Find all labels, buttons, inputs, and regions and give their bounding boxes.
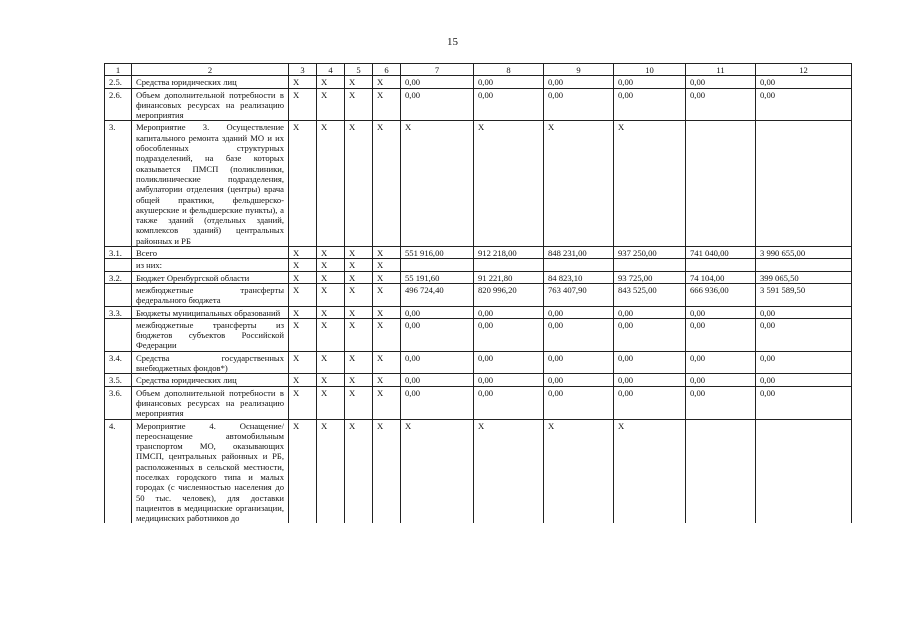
col11-value: 666 936,00 <box>686 283 756 306</box>
col11-value <box>686 259 756 271</box>
row-number: 3. <box>105 121 132 247</box>
col9-value: 0,00 <box>544 306 614 318</box>
col3-cell: X <box>289 76 317 88</box>
col7-value: 0,00 <box>401 374 474 386</box>
col8-value: 0,00 <box>474 351 544 374</box>
col8-value: 0,00 <box>474 386 544 419</box>
row-description: Средства государственных внебюджетных фондов*) <box>132 351 289 374</box>
col10-value: 0,00 <box>614 318 686 351</box>
row-description: межбюджетные трансферты из бюджетов субъектов Российской Федерации <box>132 318 289 351</box>
col6-cell: X <box>373 259 401 271</box>
col4-cell: X <box>317 271 345 283</box>
col5-cell: X <box>345 247 373 259</box>
col3-cell: X <box>289 318 317 351</box>
col3-cell: X <box>289 88 317 121</box>
row-description: Мероприятие 4. Оснащение/переоснащение автомобильным транспортом МО, оказывающих ПМСП, центральных районных и РБ, расположенных в сельской местности, поселках городского типа и малых городах (с численностью населения до 50 тыс. человек), для доставки пациентов в медицинские организации, медицинских работников до <box>132 419 289 523</box>
col12-value: 3 591 589,50 <box>756 283 852 306</box>
col7-value: 496 724,40 <box>401 283 474 306</box>
col10-value: 93 725,00 <box>614 271 686 283</box>
col10-value: 0,00 <box>614 76 686 88</box>
col6-cell: X <box>373 351 401 374</box>
row-description: Мероприятие 3. Осуществление капитального ремонта зданий МО и их обособленных структурных подразделений, на базе которых оказывается ПМСП (поликлиники, поликлинические подразделения, амбулатории отделения (центры) врача общей практики, фельдшерско-акушерские и фельдшерские пункты), а также зданий (отдельных зданий, комплексов зданий) центральных районных и РБ <box>132 121 289 247</box>
col4-cell: X <box>317 121 345 247</box>
col6-cell: X <box>373 386 401 419</box>
col3-cell: X <box>289 374 317 386</box>
col5-cell: X <box>345 259 373 271</box>
col5-cell: X <box>345 76 373 88</box>
col11-value <box>686 121 756 247</box>
col8-value: 0,00 <box>474 318 544 351</box>
col7-value: 0,00 <box>401 318 474 351</box>
col9-value: X <box>544 121 614 247</box>
col3-cell: X <box>289 121 317 247</box>
row-number: 4. <box>105 419 132 523</box>
header-row <box>105 64 852 76</box>
col5-cell: X <box>345 283 373 306</box>
col12-value: 0,00 <box>756 76 852 88</box>
col6-cell: X <box>373 419 401 523</box>
col8-value: 91 221,80 <box>474 271 544 283</box>
row-description: Объем дополнительной потребности в финансовых ресурсах на реализацию мероприятия <box>132 88 289 121</box>
col9-value: X <box>544 419 614 523</box>
page-number: 15 <box>447 36 458 48</box>
row-number: 2.5. <box>105 76 132 88</box>
col6-cell: X <box>373 121 401 247</box>
col6-cell: X <box>373 271 401 283</box>
col9-value: 0,00 <box>544 386 614 419</box>
col7-value: X <box>401 121 474 247</box>
row-description: Средства юридических лиц <box>132 76 289 88</box>
row-number: 3.3. <box>105 306 132 318</box>
col7-value: 0,00 <box>401 306 474 318</box>
col9-value: 0,00 <box>544 351 614 374</box>
col11-value: 0,00 <box>686 306 756 318</box>
col6-cell: X <box>373 374 401 386</box>
row-number: 2.6. <box>105 88 132 121</box>
col4-cell: X <box>317 88 345 121</box>
col9-value: 0,00 <box>544 374 614 386</box>
col10-value: X <box>614 419 686 523</box>
col9-value <box>544 259 614 271</box>
table-row <box>105 419 852 523</box>
header-cell: 1 <box>105 64 132 76</box>
col12-value: 0,00 <box>756 88 852 121</box>
col8-value: 0,00 <box>474 374 544 386</box>
col8-value: X <box>474 419 544 523</box>
col4-cell: X <box>317 351 345 374</box>
col6-cell: X <box>373 76 401 88</box>
row-number: 3.2. <box>105 271 132 283</box>
col10-value: 0,00 <box>614 351 686 374</box>
table-row <box>105 88 852 121</box>
col10-value <box>614 259 686 271</box>
header-cell: 6 <box>373 64 401 76</box>
col9-value: 84 823,10 <box>544 271 614 283</box>
col9-value: 848 231,00 <box>544 247 614 259</box>
header-cell: 9 <box>544 64 614 76</box>
col9-value: 0,00 <box>544 76 614 88</box>
row-number: 3.1. <box>105 247 132 259</box>
col7-value: 551 916,00 <box>401 247 474 259</box>
col10-value: 0,00 <box>614 88 686 121</box>
col10-value: 0,00 <box>614 374 686 386</box>
header-cell: 12 <box>756 64 852 76</box>
table-row <box>105 386 852 419</box>
row-description: Бюджет Оренбургской области <box>132 271 289 283</box>
col5-cell: X <box>345 306 373 318</box>
col9-value: 0,00 <box>544 88 614 121</box>
table-row <box>105 306 852 318</box>
col9-value: 0,00 <box>544 318 614 351</box>
row-number <box>105 259 132 271</box>
table-row <box>105 374 852 386</box>
col4-cell: X <box>317 419 345 523</box>
col12-value: 0,00 <box>756 374 852 386</box>
col11-value: 74 104,00 <box>686 271 756 283</box>
col10-value: 0,00 <box>614 386 686 419</box>
table-row <box>105 271 852 283</box>
col6-cell: X <box>373 247 401 259</box>
col10-value: 0,00 <box>614 306 686 318</box>
col12-value <box>756 121 852 247</box>
col5-cell: X <box>345 351 373 374</box>
row-description: Всего <box>132 247 289 259</box>
row-number: 3.5. <box>105 374 132 386</box>
table-row <box>105 318 852 351</box>
col5-cell: X <box>345 271 373 283</box>
header-cell: 8 <box>474 64 544 76</box>
table-row <box>105 247 852 259</box>
col4-cell: X <box>317 318 345 351</box>
col8-value: 0,00 <box>474 76 544 88</box>
col7-value: 0,00 <box>401 386 474 419</box>
row-number: 3.6. <box>105 386 132 419</box>
header-cell: 5 <box>345 64 373 76</box>
col3-cell: X <box>289 259 317 271</box>
col6-cell: X <box>373 88 401 121</box>
col12-value: 399 065,50 <box>756 271 852 283</box>
col4-cell: X <box>317 247 345 259</box>
col4-cell: X <box>317 386 345 419</box>
col11-value: 0,00 <box>686 386 756 419</box>
col8-value: 820 996,20 <box>474 283 544 306</box>
row-description: межбюджетные трансферты федерального бюджета <box>132 283 289 306</box>
col4-cell: X <box>317 259 345 271</box>
col12-value: 0,00 <box>756 306 852 318</box>
table-row <box>105 351 852 374</box>
table-row <box>105 76 852 88</box>
col7-value: 0,00 <box>401 88 474 121</box>
col6-cell: X <box>373 306 401 318</box>
col3-cell: X <box>289 386 317 419</box>
row-number <box>105 283 132 306</box>
col11-value: 0,00 <box>686 351 756 374</box>
table-row <box>105 283 852 306</box>
col8-value: 912 218,00 <box>474 247 544 259</box>
col4-cell: X <box>317 306 345 318</box>
col10-value: X <box>614 121 686 247</box>
col7-value: 0,00 <box>401 76 474 88</box>
col8-value <box>474 259 544 271</box>
col4-cell: X <box>317 374 345 386</box>
col3-cell: X <box>289 283 317 306</box>
table-row <box>105 121 852 247</box>
row-number: 3.4. <box>105 351 132 374</box>
col4-cell: X <box>317 283 345 306</box>
col11-value: 0,00 <box>686 374 756 386</box>
col12-value <box>756 259 852 271</box>
col3-cell: X <box>289 419 317 523</box>
col7-value: 55 191,60 <box>401 271 474 283</box>
row-number <box>105 318 132 351</box>
budget-table <box>104 63 852 523</box>
col3-cell: X <box>289 351 317 374</box>
col8-value: X <box>474 121 544 247</box>
col5-cell: X <box>345 318 373 351</box>
col7-value <box>401 259 474 271</box>
col4-cell: X <box>317 76 345 88</box>
row-description: Объем дополнительной потребности в финансовых ресурсах на реализацию мероприятия <box>132 386 289 419</box>
col7-value: X <box>401 419 474 523</box>
col12-value: 0,00 <box>756 386 852 419</box>
col6-cell: X <box>373 318 401 351</box>
col3-cell: X <box>289 306 317 318</box>
col9-value: 763 407,90 <box>544 283 614 306</box>
col3-cell: X <box>289 271 317 283</box>
col5-cell: X <box>345 386 373 419</box>
col5-cell: X <box>345 121 373 247</box>
header-cell: 10 <box>614 64 686 76</box>
row-description: Бюджеты муниципальных образований <box>132 306 289 318</box>
header-cell: 4 <box>317 64 345 76</box>
col11-value: 0,00 <box>686 76 756 88</box>
col10-value: 937 250,00 <box>614 247 686 259</box>
header-cell: 11 <box>686 64 756 76</box>
col12-value <box>756 419 852 523</box>
col8-value: 0,00 <box>474 306 544 318</box>
row-description: Средства юридических лиц <box>132 374 289 386</box>
col10-value: 843 525,00 <box>614 283 686 306</box>
col11-value <box>686 419 756 523</box>
col5-cell: X <box>345 88 373 121</box>
col12-value: 0,00 <box>756 318 852 351</box>
col11-value: 0,00 <box>686 88 756 121</box>
col7-value: 0,00 <box>401 351 474 374</box>
header-cell: 2 <box>132 64 289 76</box>
col6-cell: X <box>373 283 401 306</box>
header-cell: 7 <box>401 64 474 76</box>
col3-cell: X <box>289 247 317 259</box>
row-description: из них: <box>132 259 289 271</box>
col12-value: 0,00 <box>756 351 852 374</box>
col11-value: 0,00 <box>686 318 756 351</box>
header-cell: 3 <box>289 64 317 76</box>
col5-cell: X <box>345 419 373 523</box>
table-row <box>105 259 852 271</box>
col5-cell: X <box>345 374 373 386</box>
col8-value: 0,00 <box>474 88 544 121</box>
col12-value: 3 990 655,00 <box>756 247 852 259</box>
col11-value: 741 040,00 <box>686 247 756 259</box>
